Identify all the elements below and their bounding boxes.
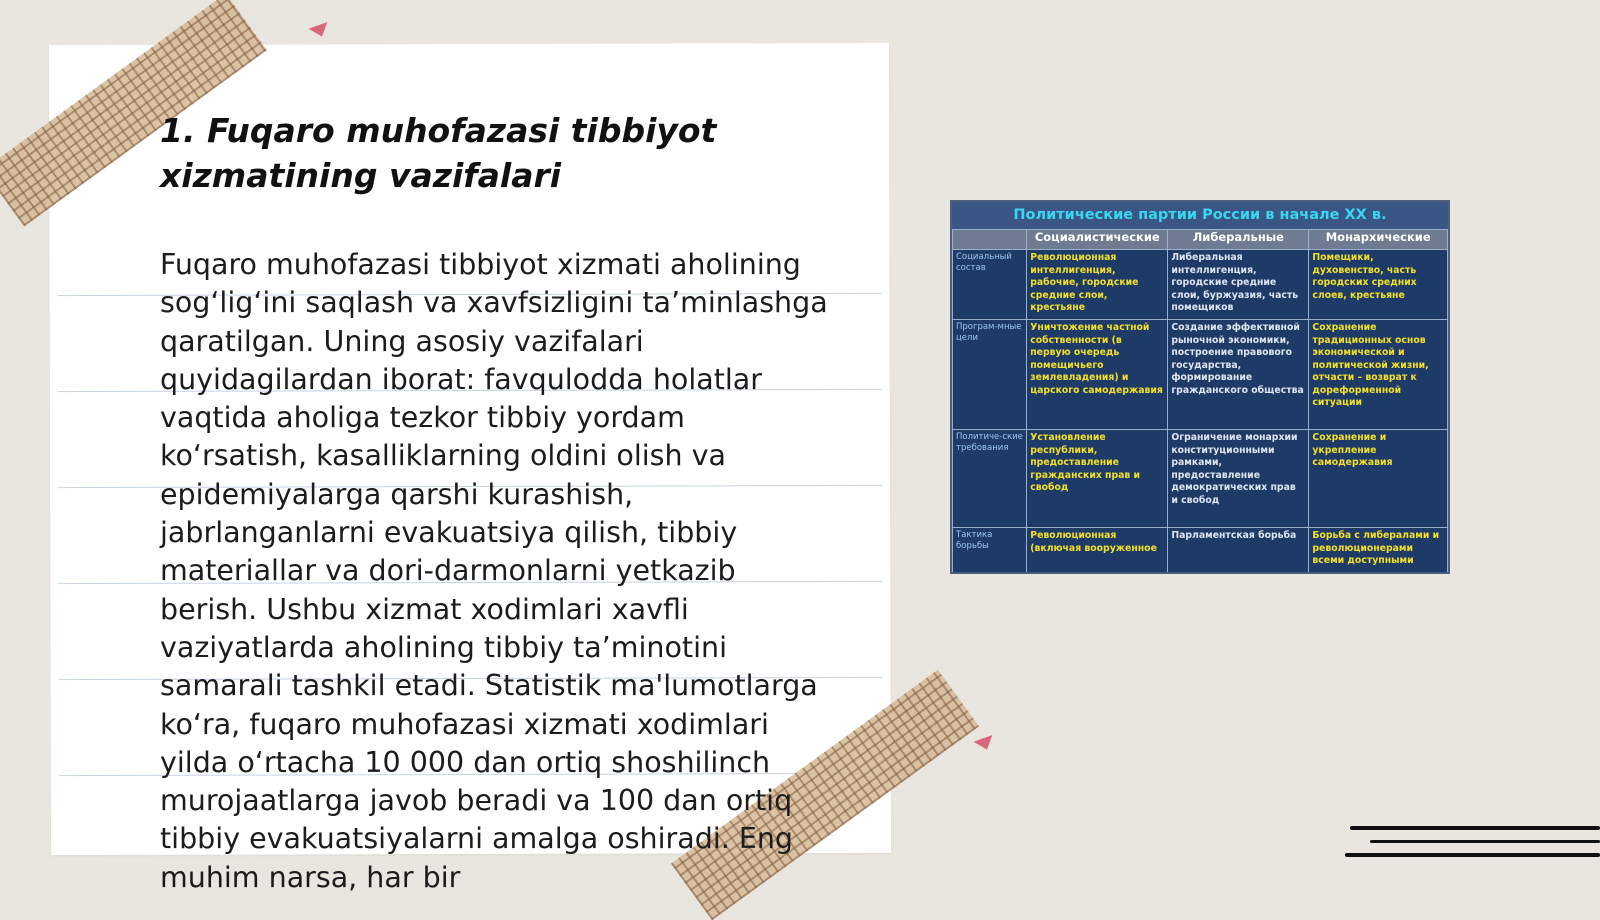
tape-pin-icon [974, 735, 997, 753]
parties-table [952, 229, 1448, 573]
political-parties-table-image [950, 200, 1450, 574]
table-cell: Помещики, духовенство, часть городских средних слоев, крестьяне [1309, 250, 1448, 320]
table-header-cell: Социалистические [1027, 230, 1168, 250]
table-header-cell: Монархические [1309, 230, 1448, 250]
table-row [953, 430, 1448, 528]
table-cell: Борьба с либералами и революционерами всеми доступными [1309, 528, 1448, 573]
table-row [953, 528, 1448, 573]
row-label: Програм-мные цели [953, 320, 1027, 430]
table-cell: Уничтожение частной собственности (в первую очередь помещичьего землевладения) и царского самодержавия [1027, 320, 1168, 430]
table-cell: Установление республики, предоставление гражданских прав и свобод [1027, 430, 1168, 528]
table-cell: Создание эффективной рыночной экономики, построение правового государства, формирование гражданского общества [1168, 320, 1309, 430]
tape-pin-icon [309, 22, 332, 40]
table-cell: Сохранение и укрепление самодержавия [1309, 430, 1448, 528]
table-row [953, 250, 1448, 320]
table-header-cell [953, 230, 1027, 250]
row-label: Социальный состав [953, 250, 1027, 320]
table-cell: Либеральная интеллигенция, городские средние слои, буржуазия, часть помещиков [1168, 250, 1309, 320]
table-cell: Парламентская борьба [1168, 528, 1309, 573]
table-header-row [953, 230, 1448, 250]
slide-body-text: Fuqaro muhofazasi tibbiyot xizmati aholining sog‘lig‘ini saqlash va xavfsizligini ta’minlashga qaratilgan. Uning asosiy vazifalari quyidagilardan iborat: favqulodda holatlar vaqtida aholiga tezkor tibbiy yordam ko‘rsatish, kasalliklarning oldini olish va epidemiyalarga qarshi kurashish, jabrlanganlarni evakuatsiya qilish, tibbiy materiallar va dori-darmonlarni yetkazib berish. Ushbu xizmat xodimlari xavfli vaziyatlarda aholining tibbiy ta’minotini samarali tashkil etadi. Statistik ma'lumotlarga ko‘ra, fuqaro muhofazasi xizmati xodimlari yilda o‘rtacha 10 000 dan ortiq shoshilinch murojaatlarga javob beradi va 100 dan ortiq tibbiy evakuatsiyalarni amalga oshiradi. Eng muhim narsa, har bir [160, 248, 828, 894]
table-cell: Сохранение традиционных основ экономической и политической жизни, отчасти – возврат к дореформенной ситуации [1309, 320, 1448, 430]
slide-title: 1. Fuqaro muhofazasi tibbiyot xizmatining vazifalari [160, 111, 717, 195]
row-label: Политиче-ские требования [953, 430, 1027, 528]
table-cell: Революционная интеллигенция, рабочие, городские средние слои, крестьяне [1027, 250, 1168, 320]
table-cell: Революционная (включая вооруженное [1027, 528, 1168, 573]
table-header-cell: Либеральные [1168, 230, 1309, 250]
table-row [953, 320, 1448, 430]
table-cell: Ограничение монархии конституционными рамками, предоставление демократических прав и свобод [1168, 430, 1309, 528]
table-title: Политические партии России в начале XX в. [952, 202, 1448, 229]
brush-line [1350, 826, 1600, 830]
brush-line [1345, 853, 1600, 857]
brush-line [1370, 840, 1600, 843]
decorative-brush-lines [1340, 820, 1600, 860]
row-label: Тактика борьбы [953, 528, 1027, 573]
